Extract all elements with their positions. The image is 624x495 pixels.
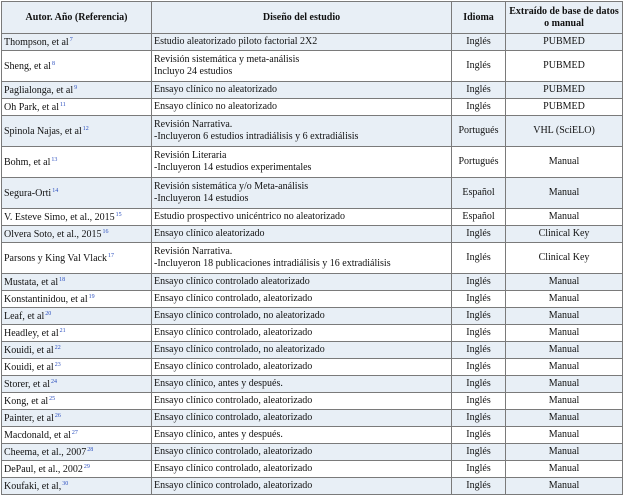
design-line: -Incluyeron 6 estudios intradiálisis y 6 extradiálisis (154, 131, 359, 142)
author-name: Bohm, et al (4, 156, 51, 168)
author-name: Sheng, et al (4, 60, 51, 72)
cell-source: Manual (506, 308, 623, 325)
cell-design (152, 308, 452, 325)
table-row (2, 444, 623, 461)
cell-language: Portugués (452, 147, 506, 178)
table-row (2, 359, 623, 376)
reference-number: 16 (102, 228, 109, 235)
design-line: Ensayo clínico, antes y después. (154, 429, 283, 440)
cell-author (2, 444, 152, 461)
cell-author (2, 243, 152, 274)
cell-design (152, 243, 452, 274)
table-body (2, 34, 623, 495)
cell-language: Inglés (452, 376, 506, 393)
design-line: -Incluyeron 14 estudios experimentales (154, 162, 312, 173)
table-row (2, 325, 623, 342)
cell-design (152, 51, 452, 82)
reference-number: 29 (83, 463, 90, 470)
table-row (2, 243, 623, 274)
design-line: Ensayo clínico controlado, no aleatorizado (154, 344, 325, 355)
cell-source: Manual (506, 178, 623, 209)
reference-number: 17 (107, 252, 114, 259)
cell-design (152, 376, 452, 393)
reference-number: 12 (82, 125, 89, 132)
table-row (2, 82, 623, 99)
cell-source: Manual (506, 342, 623, 359)
author-name: Leaf, et al (4, 310, 45, 322)
cell-design (152, 342, 452, 359)
design-line: Ensayo clínico controlado, aleatorizado (154, 463, 313, 474)
cell-design (152, 478, 452, 495)
reference-number: 23 (54, 361, 61, 368)
cell-source: Clinical Key (506, 243, 623, 274)
design-line: -Incluyeron 18 publicaciones intradiálisis y 16 extradiálisis (154, 258, 391, 269)
reference-number: 15 (115, 211, 122, 218)
author-name: Segura-Orti (4, 187, 52, 199)
design-line: Revisión Narrativa. (154, 119, 233, 130)
design-line: Revisión Narrativa. (154, 246, 233, 257)
author-name: Olvera Soto, et al., 2015 (4, 228, 102, 240)
table-row (2, 274, 623, 291)
cell-author (2, 178, 152, 209)
cell-language: Inglés (452, 427, 506, 444)
cell-language: Español (452, 178, 506, 209)
design-line: Ensayo clínico controlado aleatorizado (154, 276, 310, 287)
author-name: Spinola Najas, et al (4, 125, 82, 137)
author-name: Mustata, et al (4, 276, 59, 288)
author-name: Parsons y King Val Vlack (4, 252, 107, 264)
table-row (2, 147, 623, 178)
cell-language: Inglés (452, 226, 506, 243)
design-line: Incluyo 24 estudios (154, 66, 233, 77)
table-row (2, 178, 623, 209)
cell-source: PUBMED (506, 82, 623, 99)
design-line: Ensayo clínico no aleatorizado (154, 101, 278, 112)
design-line: Revisión sistemática y meta-análisis (154, 54, 300, 65)
cell-design (152, 461, 452, 478)
cell-language: Inglés (452, 243, 506, 274)
cell-language: Portugués (452, 116, 506, 147)
cell-language: Inglés (452, 99, 506, 116)
cell-design (152, 393, 452, 410)
design-line: Ensayo clínico aleatorizado (154, 228, 265, 239)
cell-language: Inglés (452, 393, 506, 410)
design-line: Ensayo clínico controlado, aleatorizado (154, 412, 313, 423)
cell-design (152, 226, 452, 243)
design-line: Ensayo clínico controlado, aleatorizado (154, 327, 313, 338)
design-line: Estudio aleatorizado piloto factorial 2X2 (154, 36, 318, 47)
cell-author (2, 461, 152, 478)
cell-source: Manual (506, 410, 623, 427)
cell-source: Manual (506, 478, 623, 495)
cell-design (152, 274, 452, 291)
cell-author (2, 99, 152, 116)
cell-design (152, 410, 452, 427)
cell-design (152, 147, 452, 178)
author-name: Headley, et al (4, 327, 59, 339)
reference-number: 30 (62, 480, 69, 487)
reference-number: 27 (71, 429, 78, 436)
cell-author (2, 147, 152, 178)
cell-author (2, 410, 152, 427)
design-line: Ensayo clínico controlado, aleatorizado (154, 395, 313, 406)
author-name: Oh Park, et al (4, 101, 59, 113)
cell-source: Manual (506, 291, 623, 308)
cell-design (152, 178, 452, 209)
cell-author (2, 359, 152, 376)
author-name: Kouidi, et al (4, 344, 54, 356)
cell-language: Inglés (452, 444, 506, 461)
cell-language: Inglés (452, 82, 506, 99)
reference-number: 14 (52, 187, 59, 194)
table-row (2, 342, 623, 359)
studies-table-container (1, 1, 623, 495)
reference-number: 24 (50, 378, 57, 385)
cell-language: Inglés (452, 478, 506, 495)
reference-number: 9 (74, 84, 78, 91)
author-name: V. Esteve Simo, et al., 2015 (4, 211, 115, 223)
author-name: Painter, et al (4, 412, 54, 424)
design-line: Ensayo clínico controlado, aleatorizado (154, 361, 313, 372)
author-name: Koufaki, et al, (4, 480, 62, 492)
table-row (2, 478, 623, 495)
cell-source: Manual (506, 427, 623, 444)
author-name: Macdonald, et al (4, 429, 71, 441)
table-row (2, 226, 623, 243)
reference-number: 8 (51, 60, 55, 67)
cell-source: Manual (506, 209, 623, 226)
cell-source: Manual (506, 359, 623, 376)
reference-number: 26 (54, 412, 61, 419)
cell-author (2, 34, 152, 51)
cell-design (152, 359, 452, 376)
cell-source: Manual (506, 393, 623, 410)
cell-source: Clinical Key (506, 226, 623, 243)
reference-number: 19 (88, 293, 95, 300)
cell-language: Inglés (452, 342, 506, 359)
cell-design (152, 325, 452, 342)
cell-design (152, 34, 452, 51)
design-line: Ensayo clínico controlado, aleatorizado (154, 480, 313, 491)
reference-number: 22 (54, 344, 61, 351)
cell-language: Español (452, 209, 506, 226)
cell-author (2, 291, 152, 308)
design-line: Revisión sistemática y/o Meta-análisis (154, 181, 309, 192)
table-row (2, 427, 623, 444)
cell-design (152, 209, 452, 226)
cell-author (2, 209, 152, 226)
table-header-row (2, 2, 623, 34)
author-name: Cheema, et al., 2007 (4, 446, 87, 458)
cell-source: Manual (506, 444, 623, 461)
author-name: Thompson, et al (4, 36, 69, 48)
cell-source: PUBMED (506, 34, 623, 51)
cell-language: Inglés (452, 291, 506, 308)
table-row (2, 410, 623, 427)
cell-author (2, 342, 152, 359)
cell-author (2, 274, 152, 291)
header-language: Idioma (452, 2, 506, 34)
cell-design (152, 427, 452, 444)
author-name: Paglialonga, et al (4, 84, 74, 96)
table-row (2, 393, 623, 410)
design-line: Ensayo clínico controlado, no aleatorizado (154, 310, 325, 321)
cell-language: Inglés (452, 308, 506, 325)
table-row (2, 99, 623, 116)
table-row (2, 34, 623, 51)
cell-language: Inglés (452, 410, 506, 427)
table-row (2, 209, 623, 226)
cell-author (2, 325, 152, 342)
reference-number: 13 (51, 156, 58, 163)
cell-author (2, 82, 152, 99)
cell-source: Manual (506, 274, 623, 291)
cell-source: Manual (506, 376, 623, 393)
table-row (2, 51, 623, 82)
cell-author (2, 393, 152, 410)
reference-number: 21 (59, 327, 66, 334)
cell-design (152, 444, 452, 461)
cell-design (152, 291, 452, 308)
cell-author (2, 51, 152, 82)
cell-source: PUBMED (506, 51, 623, 82)
cell-language: Inglés (452, 359, 506, 376)
reference-number: 7 (69, 36, 73, 43)
table-row (2, 376, 623, 393)
cell-author (2, 308, 152, 325)
cell-source: Manual (506, 147, 623, 178)
cell-author (2, 226, 152, 243)
author-name: Storer, et al (4, 378, 50, 390)
reference-number: 25 (49, 395, 56, 402)
cell-source: Manual (506, 325, 623, 342)
header-design: Diseño del estudio (152, 2, 452, 34)
design-line: Ensayo clínico controlado, aleatorizado (154, 293, 313, 304)
cell-language: Inglés (452, 34, 506, 51)
design-line: Revisión Literaria (154, 150, 227, 161)
studies-table (1, 1, 623, 495)
reference-number: 28 (87, 446, 94, 453)
cell-design (152, 116, 452, 147)
cell-author (2, 376, 152, 393)
cell-language: Inglés (452, 274, 506, 291)
cell-design (152, 82, 452, 99)
cell-design (152, 99, 452, 116)
reference-number: 11 (60, 101, 66, 108)
author-name: DePaul, et al., 2002 (4, 463, 83, 475)
cell-author (2, 116, 152, 147)
design-line: Estudio prospectivo unicéntrico no aleatorizado (154, 211, 346, 222)
design-line: Ensayo clínico controlado, aleatorizado (154, 446, 313, 457)
author-name: Kouidi, et al (4, 361, 54, 373)
author-name: Konstantinidou, et al (4, 293, 88, 305)
author-name: Kong, et al (4, 395, 49, 407)
reference-number: 20 (45, 310, 52, 317)
design-line: Ensayo clínico no aleatorizado (154, 84, 278, 95)
cell-source: PUBMED (506, 99, 623, 116)
table-row (2, 291, 623, 308)
cell-author (2, 427, 152, 444)
cell-language: Inglés (452, 461, 506, 478)
cell-language: Inglés (452, 51, 506, 82)
cell-language: Inglés (452, 325, 506, 342)
header-source: Extraído de base de datos o manual (506, 2, 623, 34)
cell-source: VHL (SciELO) (506, 116, 623, 147)
cell-source: Manual (506, 461, 623, 478)
design-line: Ensayo clínico, antes y después. (154, 378, 283, 389)
reference-number: 18 (59, 276, 66, 283)
table-row (2, 461, 623, 478)
table-row (2, 308, 623, 325)
header-author: Autor. Año (Referencia) (2, 2, 152, 34)
cell-author (2, 478, 152, 495)
design-line: -Incluyeron 14 estudios (154, 193, 249, 204)
table-row (2, 116, 623, 147)
